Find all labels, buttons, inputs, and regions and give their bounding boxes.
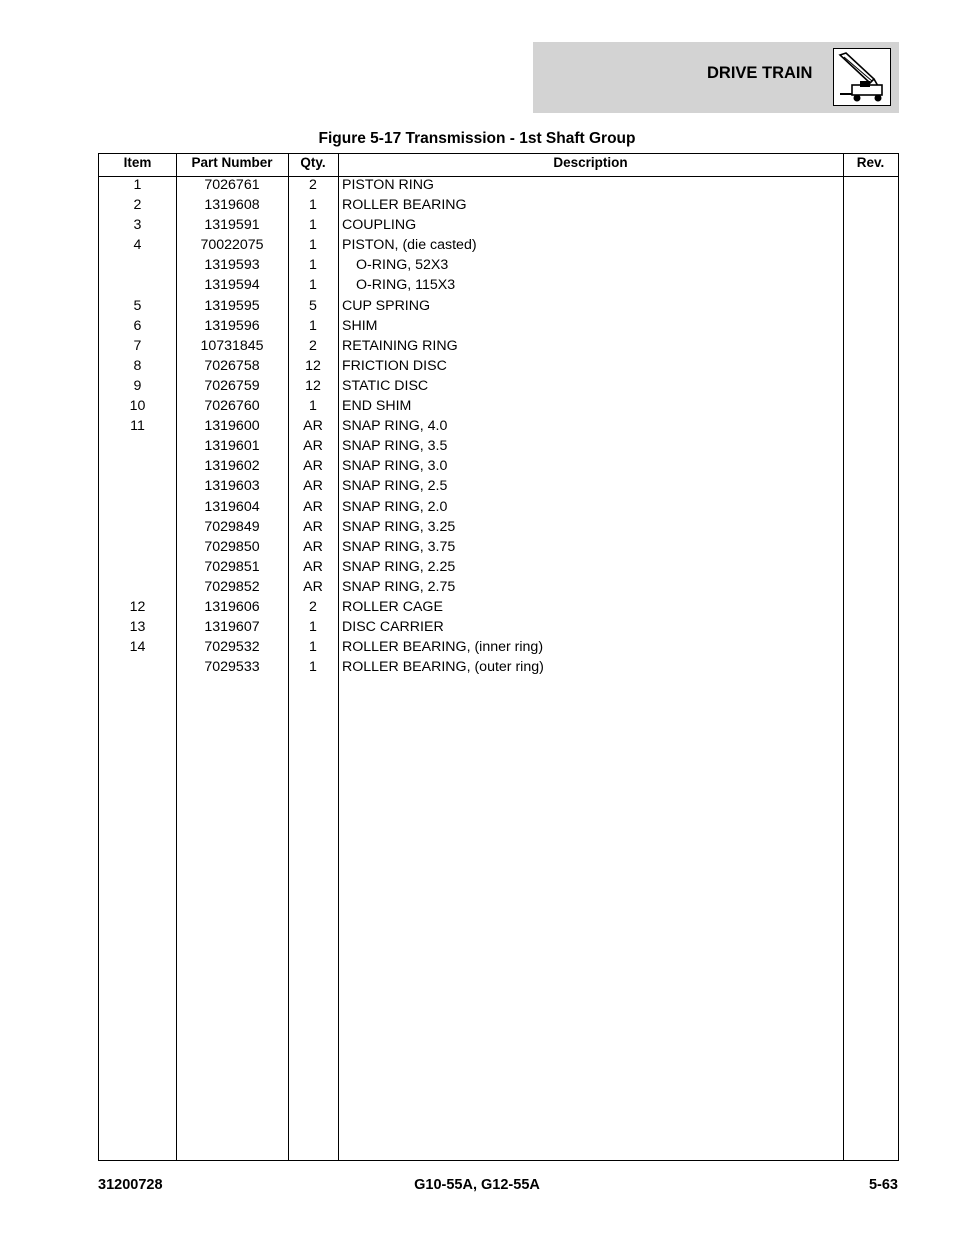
part-number-cell: 7026759 [204,377,260,394]
description-cell: SNAP RING, 2.0 [342,498,448,515]
item-cell: 11 [130,418,145,435]
model-numbers: G10-55A, G12-55A [414,1177,540,1193]
description-cell: SNAP RING, 4.0 [342,418,448,435]
quantity-cell: AR [303,498,323,515]
section-title: DRIVE TRAIN [707,64,813,82]
figure-title: Figure 5-17 Transmission - 1st Shaft Group [318,130,636,147]
quantity-cell: AR [303,418,323,435]
column-header-rev: Rev. [856,155,885,170]
part-number-cell: 1319595 [204,297,260,314]
item-cell: 9 [133,377,142,394]
table-body [99,177,898,679]
quantity-cell: 1 [309,659,317,676]
item-cell: 8 [133,357,142,374]
part-number-cell: 7026760 [204,398,260,415]
table-row [99,177,898,197]
table-row [99,378,898,398]
description-cell: O-RING, 115X3 [356,277,456,294]
part-number-cell: 1319604 [204,498,260,515]
part-number-cell: 7029849 [204,518,260,535]
item-cell: 5 [133,297,142,314]
part-number-cell: 7029532 [204,639,260,656]
part-number-cell: 1319603 [204,478,260,495]
description-cell: O-RING, 52X3 [356,257,449,274]
quantity-cell: 1 [309,257,317,274]
parts-table [98,153,899,1161]
page-number: 5-63 [868,1177,898,1193]
column-header-part-number: Part Number [191,155,273,170]
table-row [99,619,898,639]
quantity-cell: AR [303,458,323,475]
description-cell: SNAP RING, 2.5 [342,478,448,495]
description-cell: ROLLER BEARING [342,197,467,214]
item-cell: 14 [129,639,146,656]
description-cell: COUPLING [342,217,417,234]
table-row [99,499,898,519]
quantity-cell: 1 [309,277,317,294]
table-row [99,358,898,378]
description-cell: SNAP RING, 3.75 [342,538,456,555]
part-number-cell: 1319601 [204,438,260,455]
part-number-cell: 1319596 [204,317,260,334]
description-cell: SNAP RING, 2.75 [342,578,456,595]
description-cell: SNAP RING, 3.25 [342,518,456,535]
quantity-cell: 5 [309,297,317,314]
part-number-cell: 1319607 [204,619,260,636]
column-header-item: Item [123,155,152,170]
forklift-icon [833,48,891,106]
description-cell: STATIC DISC [342,377,429,394]
quantity-cell: 1 [309,317,317,334]
quantity-cell: AR [303,438,323,455]
table-row [99,458,898,478]
table-row [99,298,898,318]
part-number-cell: 7029852 [204,578,260,595]
part-number-cell: 7026758 [204,357,260,374]
table-row [99,398,898,418]
part-number-cell: 10731845 [200,337,264,354]
description-cell: PISTON, (die casted) [342,237,477,254]
quantity-cell: 1 [309,398,317,415]
table-row [99,599,898,619]
quantity-cell: 1 [309,217,317,234]
description-cell: SNAP RING, 2.25 [342,558,456,575]
quantity-cell: 12 [305,377,321,394]
part-number-cell: 7029533 [204,659,260,676]
item-cell: 1 [133,177,142,193]
quantity-cell: AR [303,478,323,495]
table-row [99,539,898,559]
description-cell: ROLLER BEARING, (outer ring) [342,659,544,676]
quantity-cell: 12 [305,357,321,374]
description-cell: PISTON RING [342,177,434,193]
quantity-cell: AR [303,578,323,595]
description-cell: SNAP RING, 3.5 [342,438,448,455]
quantity-cell: AR [303,538,323,555]
description-cell: SNAP RING, 3.0 [342,458,448,475]
description-cell: DISC CARRIER [342,619,444,636]
description-cell: CUP SPRING [342,297,431,314]
document-number: 31200728 [98,1177,163,1193]
table-row [99,438,898,458]
part-number-cell: 7026761 [204,177,260,193]
item-cell: 4 [133,237,142,254]
item-cell: 10 [129,398,146,415]
quantity-cell: AR [303,518,323,535]
table-row [99,519,898,539]
item-cell: 13 [129,619,146,636]
item-cell: 12 [129,598,146,615]
table-row [99,659,898,679]
quantity-cell: 1 [309,197,317,214]
table-row [99,318,898,338]
quantity-cell: 1 [309,237,317,254]
table-row [99,277,898,297]
item-cell: 7 [133,337,142,354]
description-cell: ROLLER CAGE [342,598,443,615]
part-number-cell: 1319593 [204,257,260,274]
quantity-cell: AR [303,558,323,575]
column-header-description: Description [553,155,628,170]
table-row [99,639,898,659]
table-row [99,217,898,237]
part-number-cell: 70022075 [200,237,264,254]
part-number-cell: 1319602 [204,458,260,475]
quantity-cell: 1 [309,639,317,656]
description-cell: FRICTION DISC [342,357,447,374]
table-row [99,257,898,277]
quantity-cell: 2 [309,177,317,193]
part-number-cell: 7029851 [204,558,260,575]
item-cell: 3 [133,217,142,234]
description-cell: SHIM [342,317,378,334]
part-number-cell: 1319591 [204,217,260,234]
table-row [99,478,898,498]
table-row [99,559,898,579]
item-cell: 2 [133,197,142,214]
part-number-cell: 1319606 [204,598,260,615]
part-number-cell: 1319608 [204,197,260,214]
table-row [99,418,898,438]
quantity-cell: 1 [309,619,317,636]
column-header-qty: Qty. [300,155,326,170]
description-cell: END SHIM [342,398,412,415]
description-cell: RETAINING RING [342,337,458,354]
table-row [99,579,898,599]
part-number-cell: 1319600 [204,418,260,435]
part-number-cell: 1319594 [204,277,260,294]
description-cell: ROLLER BEARING, (inner ring) [342,639,544,656]
part-number-cell: 7029850 [204,538,260,555]
quantity-cell: 2 [309,598,317,615]
table-row [99,237,898,257]
quantity-cell: 2 [309,337,317,354]
item-cell: 6 [133,317,142,334]
table-row [99,338,898,358]
table-row [99,197,898,217]
